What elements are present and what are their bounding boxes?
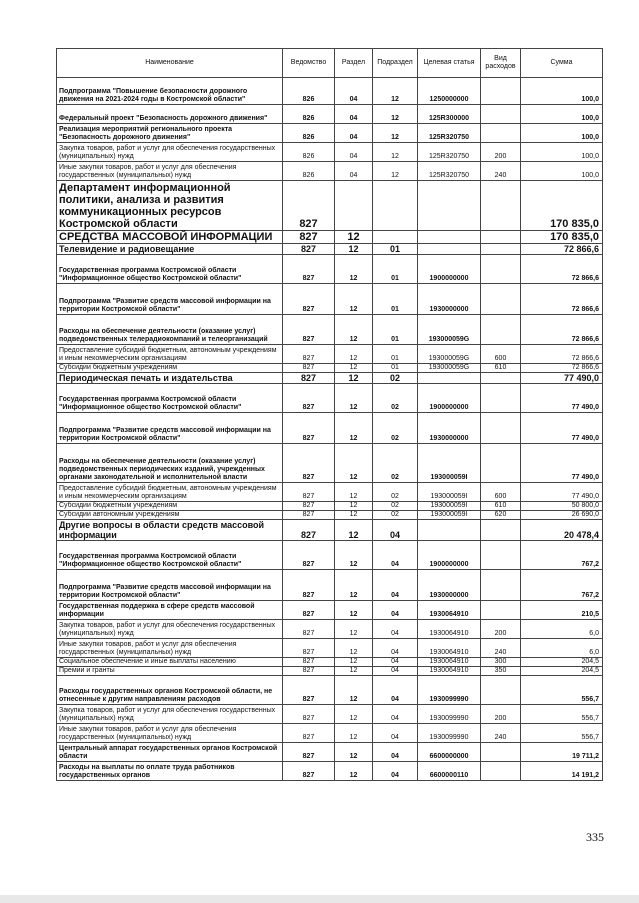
cell-amount: 6,0	[521, 639, 603, 658]
cell-dept: 827	[283, 373, 335, 384]
cell-name: Премии и гранты	[57, 667, 283, 676]
cell-name: Иные закупки товаров, работ и услуг для обеспечения государственных (муниципальных) нужд	[57, 724, 283, 743]
cell-exp-type	[481, 444, 521, 483]
cell-section: 12	[335, 315, 373, 345]
cell-subsection: 04	[373, 620, 418, 639]
cell-exp-type	[481, 373, 521, 384]
cell-amount: 556,7	[521, 705, 603, 724]
cell-section: 12	[335, 244, 373, 255]
table-row	[57, 384, 603, 413]
cell-amount: 100,0	[521, 78, 603, 105]
cell-name: Закупка товаров, работ и услуг для обеспечения государственных (муниципальных) нужд	[57, 620, 283, 639]
table-row	[57, 231, 603, 244]
cell-target	[418, 520, 481, 541]
cell-subsection: 02	[373, 373, 418, 384]
cell-name: Субсидии бюджетным учреждениям	[57, 364, 283, 373]
cell-amount: 556,7	[521, 724, 603, 743]
cell-target: 193000059I	[418, 483, 481, 502]
cell-amount: 72 866,6	[521, 255, 603, 284]
cell-section: 12	[335, 541, 373, 570]
cell-subsection: 12	[373, 162, 418, 181]
cell-amount: 77 490,0	[521, 413, 603, 444]
cell-section: 12	[335, 724, 373, 743]
cell-subsection: 04	[373, 743, 418, 762]
cell-section: 12	[335, 743, 373, 762]
cell-dept: 827	[283, 244, 335, 255]
cell-name: Подпрограмма "Развитие средств массовой информации на территории Костромской области"	[57, 570, 283, 601]
cell-section: 12	[335, 511, 373, 520]
cell-name: Субсидии автономным учреждениям	[57, 511, 283, 520]
cell-target: 6600000000	[418, 743, 481, 762]
cell-target: 193000059G	[418, 345, 481, 364]
cell-exp-type: 240	[481, 639, 521, 658]
cell-subsection: 04	[373, 639, 418, 658]
table-row	[57, 502, 603, 511]
cell-section: 12	[335, 483, 373, 502]
cell-target: 193000059I	[418, 502, 481, 511]
cell-exp-type	[481, 315, 521, 345]
col-header-amount: Сумма	[521, 49, 603, 78]
cell-subsection: 12	[373, 143, 418, 162]
cell-dept: 827	[283, 658, 335, 667]
col-header-target: Целевая статья	[418, 49, 481, 78]
table-row	[57, 244, 603, 255]
cell-subsection	[373, 181, 418, 231]
cell-target: 1900000000	[418, 255, 481, 284]
cell-name: Государственная поддержка в сфере средств массовой информации	[57, 601, 283, 620]
cell-target: 1930064910	[418, 667, 481, 676]
cell-name: Реализация мероприятий регионального проекта "Безопасность дорожного движения"	[57, 124, 283, 143]
cell-target	[418, 244, 481, 255]
table-row	[57, 743, 603, 762]
table-row	[57, 315, 603, 345]
cell-amount: 77 490,0	[521, 373, 603, 384]
cell-dept: 827	[283, 705, 335, 724]
cell-subsection: 04	[373, 667, 418, 676]
cell-name: Государственная программа Костромской области "Информационное общество Костромской области"	[57, 541, 283, 570]
cell-amount: 100,0	[521, 162, 603, 181]
cell-target: 1930099990	[418, 705, 481, 724]
cell-section: 12	[335, 667, 373, 676]
table-row	[57, 105, 603, 124]
col-header-subsection: Подраздел	[373, 49, 418, 78]
cell-exp-type	[481, 244, 521, 255]
cell-target	[418, 181, 481, 231]
cell-name: Периодическая печать и издательства	[57, 373, 283, 384]
cell-section: 12	[335, 231, 373, 244]
table-row	[57, 667, 603, 676]
cell-exp-type	[481, 124, 521, 143]
cell-subsection: 04	[373, 520, 418, 541]
cell-target: 1930000000	[418, 413, 481, 444]
cell-subsection: 02	[373, 502, 418, 511]
table-row	[57, 373, 603, 384]
table-row	[57, 541, 603, 570]
cell-dept: 826	[283, 78, 335, 105]
scan-edge	[0, 895, 639, 903]
cell-name: Предоставление субсидий бюджетным, автономным учреждениям и иным некоммерческим организациям	[57, 345, 283, 364]
cell-amount: 204,5	[521, 667, 603, 676]
cell-dept: 827	[283, 762, 335, 781]
cell-dept: 827	[283, 667, 335, 676]
cell-target: 125R320750	[418, 143, 481, 162]
table-row	[57, 676, 603, 705]
cell-target: 193000059I	[418, 444, 481, 483]
cell-name: Закупка товаров, работ и услуг для обеспечения государственных (муниципальных) нужд	[57, 143, 283, 162]
cell-name: Государственная программа Костромской области "Информационное общество Костромской области"	[57, 384, 283, 413]
cell-section: 12	[335, 502, 373, 511]
cell-target: 1900000000	[418, 541, 481, 570]
cell-name: Другие вопросы в области средств массовой информации	[57, 520, 283, 541]
cell-section: 04	[335, 162, 373, 181]
cell-amount: 767,2	[521, 541, 603, 570]
cell-dept: 827	[283, 444, 335, 483]
cell-section	[335, 181, 373, 231]
cell-section: 04	[335, 105, 373, 124]
cell-amount: 170 835,0	[521, 231, 603, 244]
cell-name: Федеральный проект "Безопасность дорожного движения"	[57, 105, 283, 124]
cell-dept: 827	[283, 181, 335, 231]
cell-dept: 827	[283, 743, 335, 762]
cell-amount: 72 866,6	[521, 244, 603, 255]
cell-dept: 827	[283, 502, 335, 511]
cell-subsection: 01	[373, 345, 418, 364]
cell-section: 12	[335, 639, 373, 658]
cell-dept: 827	[283, 483, 335, 502]
cell-amount: 14 191,2	[521, 762, 603, 781]
cell-dept: 827	[283, 231, 335, 244]
cell-target: 193000059G	[418, 315, 481, 345]
table-row	[57, 124, 603, 143]
table-row	[57, 255, 603, 284]
table-row	[57, 162, 603, 181]
cell-section: 12	[335, 570, 373, 601]
cell-name: Подпрограмма "Повышение безопасности дорожного движения на 2021-2024 годы в Костромской области"	[57, 78, 283, 105]
cell-amount: 77 490,0	[521, 444, 603, 483]
cell-dept: 827	[283, 601, 335, 620]
cell-name: Центральный аппарат государственных органов Костромской области	[57, 743, 283, 762]
cell-name: Закупка товаров, работ и услуг для обеспечения государственных (муниципальных) нужд	[57, 705, 283, 724]
cell-name: Расходы государственных органов Костромской области, не отнесенные к другим направлениям расходов	[57, 676, 283, 705]
cell-dept: 826	[283, 124, 335, 143]
cell-exp-type	[481, 384, 521, 413]
table-row	[57, 413, 603, 444]
cell-target: 1930099990	[418, 724, 481, 743]
cell-section: 12	[335, 658, 373, 667]
budget-table	[56, 48, 603, 781]
cell-subsection: 01	[373, 315, 418, 345]
table-row	[57, 639, 603, 658]
cell-name: Социальное обеспечение и иные выплаты населению	[57, 658, 283, 667]
cell-name: Субсидии бюджетным учреждениям	[57, 502, 283, 511]
cell-exp-type	[481, 541, 521, 570]
cell-amount: 77 490,0	[521, 384, 603, 413]
cell-amount: 72 866,6	[521, 284, 603, 315]
cell-subsection: 02	[373, 384, 418, 413]
cell-dept: 827	[283, 511, 335, 520]
cell-amount: 100,0	[521, 143, 603, 162]
cell-dept: 827	[283, 676, 335, 705]
cell-target: 1930099990	[418, 676, 481, 705]
cell-target: 193000059I	[418, 511, 481, 520]
cell-exp-type	[481, 520, 521, 541]
table-row	[57, 143, 603, 162]
col-header-name: Наименование	[57, 49, 283, 78]
cell-dept: 827	[283, 639, 335, 658]
table-row	[57, 705, 603, 724]
cell-section: 12	[335, 345, 373, 364]
cell-exp-type	[481, 78, 521, 105]
cell-exp-type	[481, 284, 521, 315]
cell-amount: 20 478,4	[521, 520, 603, 541]
cell-target: 1930064910	[418, 601, 481, 620]
cell-dept: 827	[283, 255, 335, 284]
cell-amount: 77 490,0	[521, 483, 603, 502]
cell-subsection: 04	[373, 724, 418, 743]
cell-subsection: 04	[373, 705, 418, 724]
table-row	[57, 520, 603, 541]
cell-dept: 827	[283, 724, 335, 743]
cell-name: Расходы на выплаты по оплате труда работников государственных органов	[57, 762, 283, 781]
cell-name: Подпрограмма "Развитие средств массовой информации на территории Костромской области"	[57, 284, 283, 315]
cell-subsection: 01	[373, 244, 418, 255]
cell-amount: 72 866,6	[521, 315, 603, 345]
cell-target: 1930000000	[418, 284, 481, 315]
cell-exp-type: 350	[481, 667, 521, 676]
cell-subsection: 04	[373, 762, 418, 781]
cell-amount: 556,7	[521, 676, 603, 705]
table-row	[57, 483, 603, 502]
cell-name: СРЕДСТВА МАССОВОЙ ИНФОРМАЦИИ	[57, 231, 283, 244]
table-row	[57, 511, 603, 520]
cell-section: 12	[335, 373, 373, 384]
cell-target: 125R320750	[418, 162, 481, 181]
cell-subsection: 04	[373, 601, 418, 620]
table-row	[57, 601, 603, 620]
cell-subsection: 01	[373, 255, 418, 284]
cell-amount: 204,5	[521, 658, 603, 667]
cell-amount: 100,0	[521, 105, 603, 124]
cell-section: 04	[335, 143, 373, 162]
cell-exp-type: 200	[481, 705, 521, 724]
cell-dept: 827	[283, 345, 335, 364]
cell-subsection: 02	[373, 511, 418, 520]
table-row	[57, 658, 603, 667]
cell-dept: 827	[283, 541, 335, 570]
col-header-exp-type: Вид расходов	[481, 49, 521, 78]
cell-exp-type	[481, 743, 521, 762]
cell-amount: 170 835,0	[521, 181, 603, 231]
cell-section: 04	[335, 78, 373, 105]
cell-dept: 826	[283, 105, 335, 124]
cell-subsection: 02	[373, 444, 418, 483]
cell-target: 125R300000	[418, 105, 481, 124]
cell-target	[418, 231, 481, 244]
table-row	[57, 181, 603, 231]
table-row	[57, 444, 603, 483]
cell-target: 1930064910	[418, 639, 481, 658]
cell-amount: 72 866,6	[521, 364, 603, 373]
cell-target: 193000059G	[418, 364, 481, 373]
cell-section: 12	[335, 255, 373, 284]
cell-exp-type: 610	[481, 364, 521, 373]
cell-section: 12	[335, 620, 373, 639]
cell-exp-type	[481, 762, 521, 781]
cell-exp-type: 620	[481, 511, 521, 520]
table-body	[57, 78, 603, 781]
cell-subsection: 04	[373, 676, 418, 705]
cell-name: Предоставление субсидий бюджетным, автономным учреждениям и иным некоммерческим организациям	[57, 483, 283, 502]
header-row	[57, 49, 603, 78]
cell-section: 12	[335, 444, 373, 483]
table-row	[57, 345, 603, 364]
cell-name: Подпрограмма "Развитие средств массовой информации на территории Костромской области"	[57, 413, 283, 444]
cell-exp-type	[481, 181, 521, 231]
cell-dept: 826	[283, 143, 335, 162]
table-row	[57, 570, 603, 601]
cell-section: 12	[335, 364, 373, 373]
cell-exp-type: 200	[481, 143, 521, 162]
page-number: 335	[586, 830, 604, 844]
cell-amount: 50 800,0	[521, 502, 603, 511]
table-row	[57, 78, 603, 105]
cell-dept: 827	[283, 364, 335, 373]
cell-amount: 767,2	[521, 570, 603, 601]
cell-amount: 72 866,6	[521, 345, 603, 364]
cell-target: 125R320750	[418, 124, 481, 143]
table-row	[57, 284, 603, 315]
cell-target: 1930000000	[418, 570, 481, 601]
cell-amount: 210,5	[521, 601, 603, 620]
cell-exp-type	[481, 676, 521, 705]
cell-name: Расходы на обеспечение деятельности (оказание услуг) подведомственных периодических изданий, учрежденных органами законодательной и исполнительной власти	[57, 444, 283, 483]
cell-dept: 827	[283, 384, 335, 413]
table-row	[57, 724, 603, 743]
cell-name: Департамент информационной политики, анализа и развития коммуникационных ресурсов Костромской области	[57, 181, 283, 231]
cell-section: 12	[335, 384, 373, 413]
cell-amount: 100,0	[521, 124, 603, 143]
cell-section: 12	[335, 676, 373, 705]
cell-subsection: 12	[373, 105, 418, 124]
cell-subsection: 04	[373, 541, 418, 570]
cell-amount: 26 690,0	[521, 511, 603, 520]
cell-name: Телевидение и радиовещание	[57, 244, 283, 255]
cell-exp-type	[481, 601, 521, 620]
table-row	[57, 762, 603, 781]
cell-dept: 826	[283, 162, 335, 181]
cell-section: 12	[335, 413, 373, 444]
col-header-section: Раздел	[335, 49, 373, 78]
cell-section: 12	[335, 762, 373, 781]
cell-exp-type	[481, 231, 521, 244]
cell-section: 12	[335, 601, 373, 620]
cell-section: 12	[335, 520, 373, 541]
cell-subsection: 04	[373, 658, 418, 667]
cell-exp-type: 600	[481, 345, 521, 364]
table-row	[57, 364, 603, 373]
cell-exp-type	[481, 105, 521, 124]
cell-exp-type: 600	[481, 483, 521, 502]
cell-section: 04	[335, 124, 373, 143]
cell-dept: 827	[283, 315, 335, 345]
cell-dept: 827	[283, 284, 335, 315]
cell-target: 6600000110	[418, 762, 481, 781]
cell-name: Иные закупки товаров, работ и услуг для обеспечения государственных (муниципальных) нужд	[57, 162, 283, 181]
col-header-dept: Ведомство	[283, 49, 335, 78]
cell-name: Расходы на обеспечение деятельности (оказание услуг) подведомственных телерадиокомпаний и телеорганизаций	[57, 315, 283, 345]
cell-dept: 827	[283, 413, 335, 444]
cell-name: Иные закупки товаров, работ и услуг для обеспечения государственных (муниципальных) нужд	[57, 639, 283, 658]
cell-target: 1250000000	[418, 78, 481, 105]
cell-dept: 827	[283, 620, 335, 639]
cell-subsection	[373, 231, 418, 244]
table-row	[57, 620, 603, 639]
cell-exp-type	[481, 255, 521, 284]
cell-dept: 827	[283, 520, 335, 541]
cell-exp-type: 240	[481, 724, 521, 743]
cell-exp-type	[481, 570, 521, 601]
cell-dept: 827	[283, 570, 335, 601]
cell-subsection: 12	[373, 78, 418, 105]
cell-exp-type: 240	[481, 162, 521, 181]
cell-subsection: 02	[373, 483, 418, 502]
cell-amount: 19 711,2	[521, 743, 603, 762]
cell-exp-type: 200	[481, 620, 521, 639]
cell-target	[418, 373, 481, 384]
cell-target: 1900000000	[418, 384, 481, 413]
cell-exp-type	[481, 413, 521, 444]
cell-exp-type: 300	[481, 658, 521, 667]
cell-section: 12	[335, 284, 373, 315]
cell-target: 1930064910	[418, 658, 481, 667]
cell-section: 12	[335, 705, 373, 724]
cell-subsection: 01	[373, 284, 418, 315]
cell-exp-type: 610	[481, 502, 521, 511]
cell-subsection: 02	[373, 413, 418, 444]
cell-amount: 6,0	[521, 620, 603, 639]
cell-target: 1930064910	[418, 620, 481, 639]
cell-subsection: 04	[373, 570, 418, 601]
cell-subsection: 12	[373, 124, 418, 143]
cell-subsection: 01	[373, 364, 418, 373]
cell-name: Государственная программа Костромской области "Информационное общество Костромской области"	[57, 255, 283, 284]
